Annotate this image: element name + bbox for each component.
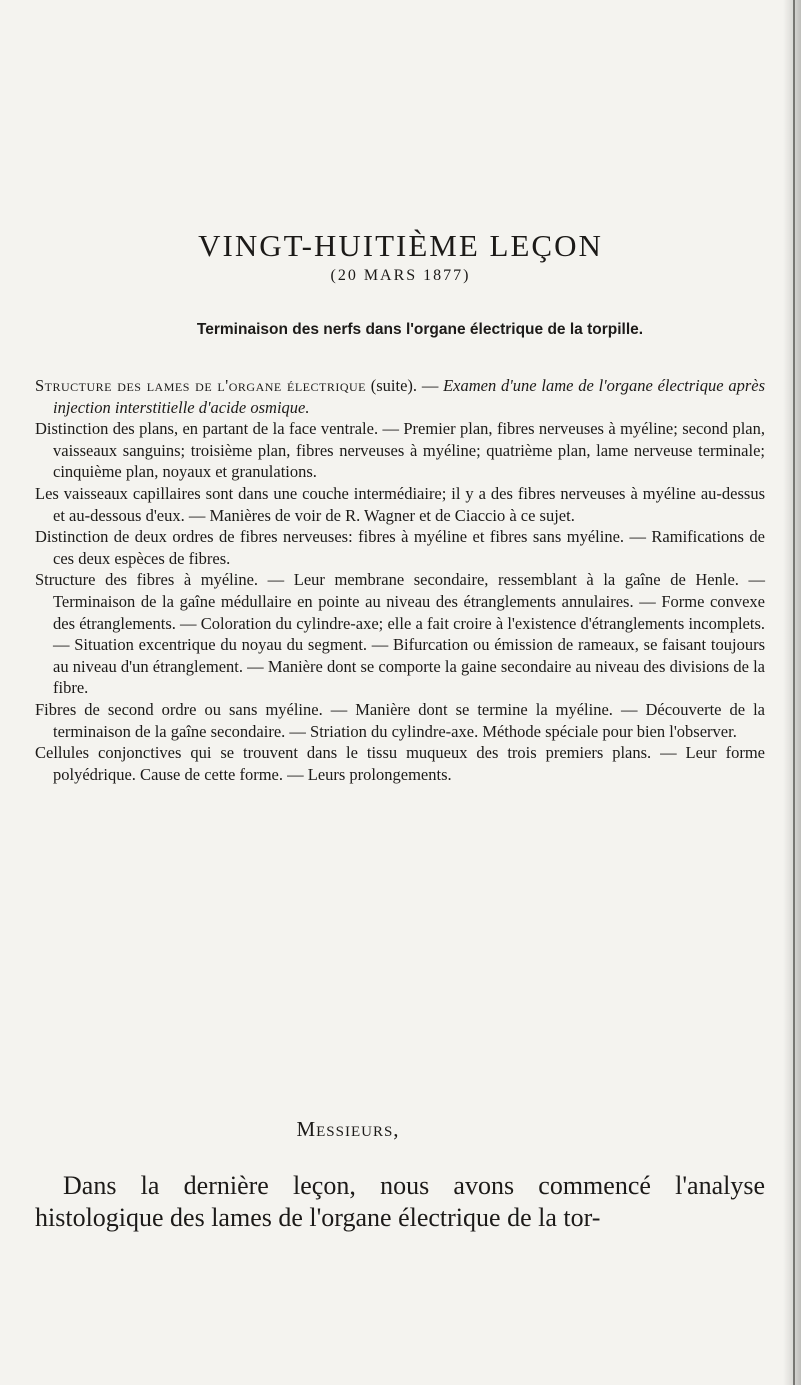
summary-paragraph: Cellules conjonctives qui se trouvent dans le tissu muqueux des trois premiers plans. — Leur forme polyédrique. Cause de cette forme. — Leurs prolongements. [35,743,765,784]
summary-paragraph: Distinction des plans, en partant de la face ventrale. — Premier plan, fibres nerveuses à myéline; second plan, vaisseaux sanguins; troisième plan, fibres nerveuses à myéline; quatrième plan, lame nerveuse terminale; cinquième plan, noyaux et granulations. [35,419,765,482]
summary-paragraph: Les vaisseaux capillaires sont dans une couche intermédiaire; il y a des fibres nerveuses à myéline au-dessus et au-dessous d'eux. — Manières de voir de R. Wagner et de Ciaccio à ce sujet. [35,483,765,525]
summary-paragraph [35,375,765,418]
summary-paragraph: Distinction de deux ordres de fibres nerveuses: fibres à myéline et fibres sans myéline. — Ramifications de ces deux espèces de fibres. [35,527,765,568]
lesson-title: VINGT-HUITIÈME LEÇON [198,228,603,263]
page-edge-line [793,0,795,1385]
summary-paragraph: Structure des fibres à myéline. — Leur membrane secondaire, ressemblant à la gaîne de Henle. — Terminaison de la gaîne médullaire en pointe au niveau des étranglements annulaires. — Forme convexe des étranglements. — Coloration du cylindre-axe; elle a fait croire à l'existence d'étranglements incomplets. — Situation excentrique du noyau du segment. — Bifurcation ou émission de rameaux, se faisant toujours au niveau d'un étranglement. — Manière dont se comporte la gaine secondaire au niveau des divisions de la fibre. [35,570,765,698]
section-heading: Terminaison des nerfs dans l'organe électrique de la torpille. [196,321,644,338]
lesson-summary [35,375,765,785]
summary-suite: (suite). — [366,376,444,395]
salutation: Messieurs, [296,1117,400,1141]
page-edge-shadow [783,0,801,1385]
summary-lead: Structure des lames de l'organe électrique [35,376,366,395]
body-paragraph: Dans la dernière leçon, nous avons commencé l'analyse histologique des lames de l'organe électrique de la tor- [35,1171,765,1232]
summary-italic: Examen d'une lame de l'organe électrique après injection interstitielle d'acide osmique. [53,376,765,417]
summary-paragraph: Fibres de second ordre ou sans myéline. — Manière dont se termine la myéline. — Découverte de la terminaison de la gaîne secondaire. — Striation du cylindre-axe. Méthode spéciale pour bien l'observer. [35,699,765,741]
lesson-date: (20 MARS 1877) [330,267,471,284]
